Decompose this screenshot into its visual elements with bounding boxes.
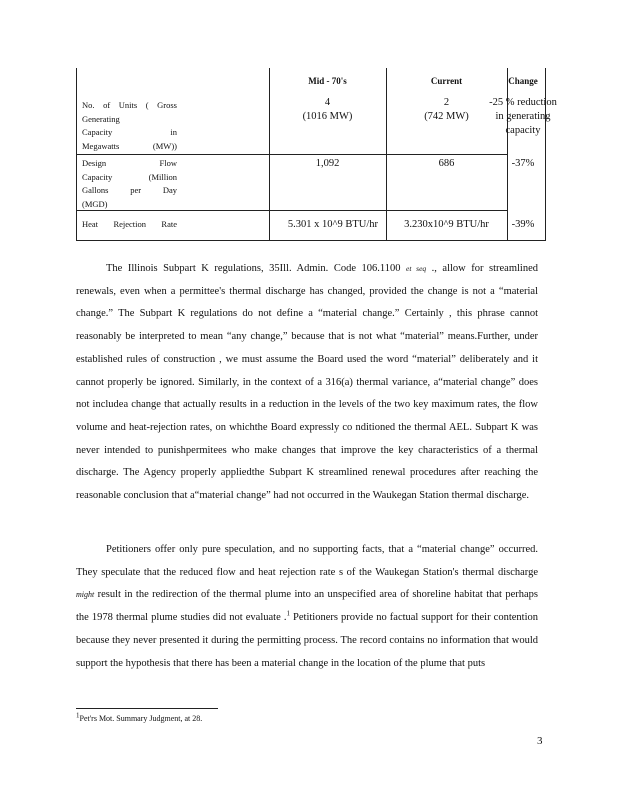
footnote: 1Pet'rs Mot. Summary Judgment, at 28.: [76, 711, 203, 723]
italic-et-seq: et seq: [405, 264, 427, 273]
paragraph-speculation: Petitioners offer only pure speculation, and no supporting facts, that a “material change” occurred. They speculate that the reduced flow and heat rejection rate s of the Waukegan Station's thermal discharge might result in the redirection of the thermal plume into an unspecified area of shoreline habitat that perhaps the 1978 thermal plume studies did not evaluate .$^1$ Petitioners provide no factual support for their contention because they never presented it during the permitting process. The record contains no information that would support the hypothesis that there has been a material change in the location of the plume that puts: [76, 544, 539, 669]
row-label-units: No. of Units ( Gross Generating Capacity in Megawatts (MW)): [82, 100, 177, 151]
footnote-divider: [76, 708, 218, 709]
cell-change-heat: -39%: [511, 219, 535, 230]
comparison-table: [76, 68, 557, 241]
cell-change-flow: -37%: [511, 158, 535, 169]
table-divider: [507, 68, 508, 240]
cell-current-units: 2 (742 MW): [424, 97, 469, 122]
cell-current-heat: 3.230x10^9 BTU/hr: [404, 219, 489, 230]
row-label-flow: Design Flow Capacity (Million Gallons per Day (MGD): [82, 158, 177, 209]
table-row-divider: [77, 154, 507, 155]
footnote-reference[interactable]: 1: [286, 609, 290, 618]
column-header-change: Change: [508, 76, 538, 86]
column-header-current: Current: [430, 76, 463, 86]
row-label-heat: Heat Rejection Rate: [82, 219, 177, 229]
cell-mid-units: 4 (1016 MW): [302, 97, 353, 122]
cell-mid-heat: 5.301 x 10^9 BTU/hr: [287, 219, 378, 230]
italic-might: might: [76, 590, 95, 600]
paragraph-subpart-k: The Illinois Subpart K regulations, 35Ill. Admin. Code 106.1100 et seq ., allow for streamlined renewals, even when a permittee's thermal discharge has changed, provided the change is not a “material change.” The Subpart K regulations do not define a “material change.” Certainly , this phrase cannot reasonably be interpreted to mean “any change,” because that is not what “material” means.Further, under established rules of construction , we must assume the Board used the word “material” deliberately and it cannot properly be ignored. Similarly, in the context of a 316(a) thermal variance, a“material change” does not includea change that actually results in a reduction in the levels of the two key maximum rates, the flow volume and heat-rejection rates, on whichthe Board expressly co nditioned the thermal AEL. Subpart K was never intended to punishpermitees who make changes that improve the key characteristics of a thermal discharge. The Agency properly appliedthe Subpart K streamlined renewal procedures after reaching the reasonable conclusion that a“material change” had not occurred in the Waukegan Station thermal discharge.: [76, 263, 538, 502]
cell-current-flow: 686: [438, 158, 455, 169]
column-header-mid-70s: Mid - 70's: [308, 76, 347, 86]
cell-change-units: -25 % reduction in generating capacity: [489, 97, 557, 136]
cell-mid-flow: 1,092: [315, 158, 340, 169]
page-number: 3: [537, 735, 543, 747]
